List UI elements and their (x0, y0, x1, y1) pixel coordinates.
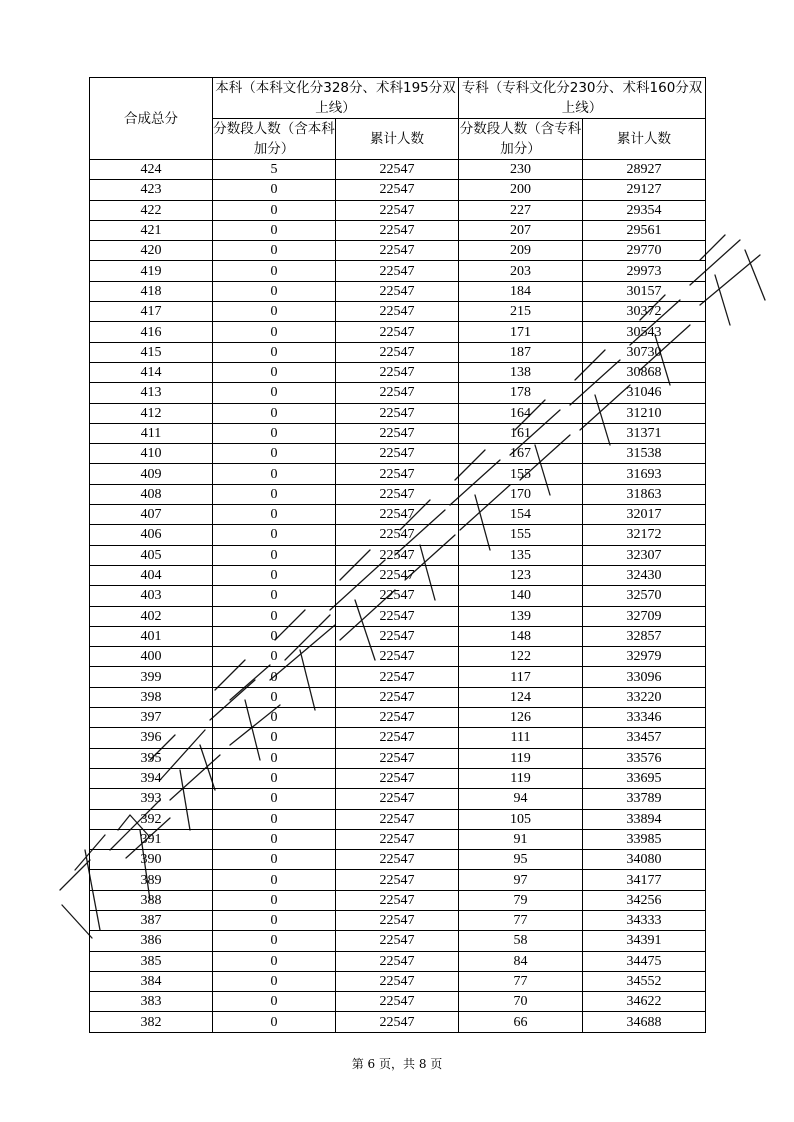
total-score-cell: 411 (90, 423, 213, 443)
undergrad-count-cell: 0 (213, 1012, 336, 1032)
undergrad-count-cell: 0 (213, 505, 336, 525)
total-score-cell: 385 (90, 951, 213, 971)
undergrad-count-cell: 0 (213, 241, 336, 261)
college-count-cell: 178 (459, 383, 583, 403)
table-row (90, 647, 706, 667)
undergrad-cumulative-cell: 22547 (336, 484, 459, 504)
undergrad-count-cell: 0 (213, 971, 336, 991)
college-cumulative-cell: 34688 (583, 1012, 706, 1032)
undergrad-count-cell: 0 (213, 890, 336, 910)
undergrad-cumulative-cell: 22547 (336, 322, 459, 342)
table-row (90, 809, 706, 829)
header-undergrad-cumulative: 累计人数 (336, 119, 459, 160)
total-score-cell: 403 (90, 586, 213, 606)
total-score-cell: 389 (90, 870, 213, 890)
college-count-cell: 117 (459, 667, 583, 687)
college-count-cell: 124 (459, 687, 583, 707)
table-row (90, 728, 706, 748)
total-score-cell: 412 (90, 403, 213, 423)
table-row (90, 322, 706, 342)
college-count-cell: 119 (459, 748, 583, 768)
undergrad-count-cell: 0 (213, 667, 336, 687)
college-count-cell: 155 (459, 525, 583, 545)
undergrad-cumulative-cell: 22547 (336, 383, 459, 403)
college-count-cell: 161 (459, 423, 583, 443)
college-count-cell: 200 (459, 180, 583, 200)
undergrad-cumulative-cell: 22547 (336, 302, 459, 322)
table-row (90, 789, 706, 809)
undergrad-cumulative-cell: 22547 (336, 403, 459, 423)
college-cumulative-cell: 31371 (583, 423, 706, 443)
table-row (90, 261, 706, 281)
college-cumulative-cell: 34177 (583, 870, 706, 890)
table-row (90, 545, 706, 565)
college-count-cell: 126 (459, 708, 583, 728)
table-row (90, 342, 706, 362)
undergrad-count-cell: 0 (213, 910, 336, 930)
undergrad-count-cell: 0 (213, 931, 336, 951)
table-row (90, 850, 706, 870)
undergrad-cumulative-cell: 22547 (336, 241, 459, 261)
college-cumulative-cell: 32570 (583, 586, 706, 606)
college-count-cell: 155 (459, 464, 583, 484)
undergrad-count-cell: 0 (213, 809, 336, 829)
table-row (90, 971, 706, 991)
college-cumulative-cell: 32979 (583, 647, 706, 667)
college-count-cell: 105 (459, 809, 583, 829)
undergrad-count-cell: 0 (213, 586, 336, 606)
college-cumulative-cell: 33220 (583, 687, 706, 707)
total-score-cell: 395 (90, 748, 213, 768)
undergrad-cumulative-cell: 22547 (336, 931, 459, 951)
table-row (90, 220, 706, 240)
college-count-cell: 215 (459, 302, 583, 322)
total-score-cell: 396 (90, 728, 213, 748)
undergrad-cumulative-cell: 22547 (336, 342, 459, 362)
college-count-cell: 66 (459, 1012, 583, 1032)
undergrad-count-cell: 5 (213, 160, 336, 180)
college-cumulative-cell: 29354 (583, 200, 706, 220)
table-row (90, 180, 706, 200)
table-row (90, 403, 706, 423)
college-cumulative-cell: 30543 (583, 322, 706, 342)
total-score-cell: 394 (90, 768, 213, 788)
undergrad-count-cell: 0 (213, 748, 336, 768)
undergrad-count-cell: 0 (213, 383, 336, 403)
total-score-cell: 417 (90, 302, 213, 322)
college-count-cell: 139 (459, 606, 583, 626)
undergrad-cumulative-cell: 22547 (336, 423, 459, 443)
undergrad-count-cell: 0 (213, 606, 336, 626)
undergrad-count-cell: 0 (213, 708, 336, 728)
total-score-cell: 397 (90, 708, 213, 728)
college-count-cell: 79 (459, 890, 583, 910)
college-count-cell: 84 (459, 951, 583, 971)
total-score-cell: 386 (90, 931, 213, 951)
table-row (90, 931, 706, 951)
table-row (90, 505, 706, 525)
table-row (90, 626, 706, 646)
table-row (90, 870, 706, 890)
table-row (90, 281, 706, 301)
total-score-cell: 406 (90, 525, 213, 545)
table-row (90, 160, 706, 180)
college-count-cell: 148 (459, 626, 583, 646)
college-cumulative-cell: 34391 (583, 931, 706, 951)
college-cumulative-cell: 33894 (583, 809, 706, 829)
table-row (90, 667, 706, 687)
college-cumulative-cell: 33096 (583, 667, 706, 687)
table-row (90, 890, 706, 910)
college-count-cell: 203 (459, 261, 583, 281)
college-cumulative-cell: 29770 (583, 241, 706, 261)
undergrad-cumulative-cell: 22547 (336, 606, 459, 626)
table-row (90, 423, 706, 443)
college-cumulative-cell: 28927 (583, 160, 706, 180)
college-cumulative-cell: 34333 (583, 910, 706, 930)
college-count-cell: 230 (459, 160, 583, 180)
header-college-cumulative: 累计人数 (583, 119, 706, 160)
college-cumulative-cell: 34080 (583, 850, 706, 870)
undergrad-cumulative-cell: 22547 (336, 870, 459, 890)
total-score-cell: 384 (90, 971, 213, 991)
college-cumulative-cell: 33985 (583, 829, 706, 849)
total-score-cell: 414 (90, 362, 213, 382)
header-total-score: 合成总分 (90, 78, 213, 160)
table-row (90, 200, 706, 220)
undergrad-count-cell: 0 (213, 281, 336, 301)
total-score-cell: 423 (90, 180, 213, 200)
undergrad-cumulative-cell: 22547 (336, 829, 459, 849)
total-score-cell: 387 (90, 910, 213, 930)
table-row (90, 362, 706, 382)
header-college-group: 专科（专科文化分230分、术科160分双上线） (459, 78, 706, 119)
table-row (90, 829, 706, 849)
total-score-cell: 415 (90, 342, 213, 362)
undergrad-cumulative-cell: 22547 (336, 647, 459, 667)
college-cumulative-cell: 31538 (583, 444, 706, 464)
college-count-cell: 77 (459, 910, 583, 930)
undergrad-count-cell: 0 (213, 342, 336, 362)
total-score-cell: 422 (90, 200, 213, 220)
table-row (90, 687, 706, 707)
undergrad-count-cell: 0 (213, 545, 336, 565)
college-count-cell: 70 (459, 992, 583, 1012)
college-cumulative-cell: 29973 (583, 261, 706, 281)
undergrad-count-cell: 0 (213, 362, 336, 382)
college-count-cell: 91 (459, 829, 583, 849)
total-score-cell: 421 (90, 220, 213, 240)
undergrad-cumulative-cell: 22547 (336, 281, 459, 301)
college-count-cell: 111 (459, 728, 583, 748)
undergrad-count-cell: 0 (213, 200, 336, 220)
table-row (90, 1012, 706, 1032)
undergrad-count-cell: 0 (213, 789, 336, 809)
undergrad-count-cell: 0 (213, 565, 336, 585)
undergrad-cumulative-cell: 22547 (336, 748, 459, 768)
undergrad-cumulative-cell: 22547 (336, 362, 459, 382)
undergrad-cumulative-cell: 22547 (336, 261, 459, 281)
college-count-cell: 154 (459, 505, 583, 525)
college-cumulative-cell: 33457 (583, 728, 706, 748)
undergrad-cumulative-cell: 22547 (336, 789, 459, 809)
college-count-cell: 58 (459, 931, 583, 951)
undergrad-count-cell: 0 (213, 464, 336, 484)
college-cumulative-cell: 31046 (583, 383, 706, 403)
undergrad-count-cell: 0 (213, 484, 336, 504)
undergrad-count-cell: 0 (213, 850, 336, 870)
college-count-cell: 209 (459, 241, 583, 261)
table-row (90, 565, 706, 585)
table-row (90, 302, 706, 322)
table-row (90, 708, 706, 728)
undergrad-count-cell: 0 (213, 992, 336, 1012)
total-score-cell: 392 (90, 809, 213, 829)
undergrad-cumulative-cell: 22547 (336, 1012, 459, 1032)
undergrad-cumulative-cell: 22547 (336, 850, 459, 870)
undergrad-count-cell: 0 (213, 302, 336, 322)
college-cumulative-cell: 31863 (583, 484, 706, 504)
college-cumulative-cell: 32172 (583, 525, 706, 545)
undergrad-count-cell: 0 (213, 220, 336, 240)
header-undergrad-group: 本科（本科文化分328分、术科195分双上线） (213, 78, 459, 119)
undergrad-cumulative-cell: 22547 (336, 545, 459, 565)
undergrad-cumulative-cell: 22547 (336, 160, 459, 180)
total-score-cell: 419 (90, 261, 213, 281)
total-score-cell: 391 (90, 829, 213, 849)
undergrad-count-cell: 0 (213, 403, 336, 423)
total-score-cell: 388 (90, 890, 213, 910)
college-count-cell: 77 (459, 971, 583, 991)
college-count-cell: 135 (459, 545, 583, 565)
college-cumulative-cell: 31210 (583, 403, 706, 423)
undergrad-count-cell: 0 (213, 322, 336, 342)
college-count-cell: 171 (459, 322, 583, 342)
college-count-cell: 167 (459, 444, 583, 464)
college-cumulative-cell: 30372 (583, 302, 706, 322)
total-score-cell: 401 (90, 626, 213, 646)
total-score-cell: 382 (90, 1012, 213, 1032)
total-score-cell: 393 (90, 789, 213, 809)
undergrad-cumulative-cell: 22547 (336, 809, 459, 829)
table-row (90, 484, 706, 504)
table-row (90, 383, 706, 403)
table-body (90, 160, 706, 1033)
total-score-cell: 398 (90, 687, 213, 707)
table-row (90, 748, 706, 768)
table-row (90, 525, 706, 545)
undergrad-count-cell: 0 (213, 647, 336, 667)
undergrad-count-cell: 0 (213, 687, 336, 707)
undergrad-cumulative-cell: 22547 (336, 525, 459, 545)
table-row (90, 910, 706, 930)
college-count-cell: 164 (459, 403, 583, 423)
college-count-cell: 122 (459, 647, 583, 667)
table-header (90, 78, 706, 160)
college-cumulative-cell: 30157 (583, 281, 706, 301)
header-college-count: 分数段人数（含专科加分） (459, 119, 583, 160)
undergrad-count-cell: 0 (213, 951, 336, 971)
undergrad-count-cell: 0 (213, 525, 336, 545)
undergrad-cumulative-cell: 22547 (336, 667, 459, 687)
page-footer: 第 6 页，共 8 页 (351, 1057, 443, 1071)
score-distribution-table (89, 77, 706, 1033)
college-cumulative-cell: 32017 (583, 505, 706, 525)
undergrad-cumulative-cell: 22547 (336, 992, 459, 1012)
table-row (90, 606, 706, 626)
college-count-cell: 184 (459, 281, 583, 301)
total-score-cell: 413 (90, 383, 213, 403)
college-count-cell: 170 (459, 484, 583, 504)
undergrad-count-cell: 0 (213, 261, 336, 281)
undergrad-count-cell: 0 (213, 870, 336, 890)
table-row (90, 444, 706, 464)
college-cumulative-cell: 33576 (583, 748, 706, 768)
header-undergrad-count: 分数段人数（含本科加分） (213, 119, 336, 160)
college-count-cell: 207 (459, 220, 583, 240)
total-score-cell: 416 (90, 322, 213, 342)
undergrad-cumulative-cell: 22547 (336, 220, 459, 240)
undergrad-cumulative-cell: 22547 (336, 971, 459, 991)
college-cumulative-cell: 34256 (583, 890, 706, 910)
undergrad-count-cell: 0 (213, 768, 336, 788)
college-cumulative-cell: 29561 (583, 220, 706, 240)
total-score-cell: 390 (90, 850, 213, 870)
college-cumulative-cell: 34475 (583, 951, 706, 971)
total-score-cell: 383 (90, 992, 213, 1012)
college-count-cell: 123 (459, 565, 583, 585)
total-score-cell: 399 (90, 667, 213, 687)
college-cumulative-cell: 32307 (583, 545, 706, 565)
college-count-cell: 94 (459, 789, 583, 809)
table-row (90, 586, 706, 606)
table-row (90, 951, 706, 971)
total-score-cell: 404 (90, 565, 213, 585)
undergrad-cumulative-cell: 22547 (336, 180, 459, 200)
undergrad-cumulative-cell: 22547 (336, 464, 459, 484)
college-cumulative-cell: 33346 (583, 708, 706, 728)
table-row (90, 992, 706, 1012)
undergrad-cumulative-cell: 22547 (336, 951, 459, 971)
undergrad-count-cell: 0 (213, 829, 336, 849)
college-cumulative-cell: 29127 (583, 180, 706, 200)
college-cumulative-cell: 33789 (583, 789, 706, 809)
undergrad-cumulative-cell: 22547 (336, 626, 459, 646)
college-cumulative-cell: 34552 (583, 971, 706, 991)
college-count-cell: 138 (459, 362, 583, 382)
undergrad-count-cell: 0 (213, 444, 336, 464)
college-count-cell: 187 (459, 342, 583, 362)
undergrad-count-cell: 0 (213, 423, 336, 443)
undergrad-cumulative-cell: 22547 (336, 505, 459, 525)
total-score-cell: 405 (90, 545, 213, 565)
undergrad-cumulative-cell: 22547 (336, 200, 459, 220)
total-score-cell: 400 (90, 647, 213, 667)
college-count-cell: 97 (459, 870, 583, 890)
college-cumulative-cell: 31693 (583, 464, 706, 484)
college-cumulative-cell: 30868 (583, 362, 706, 382)
college-count-cell: 95 (459, 850, 583, 870)
undergrad-cumulative-cell: 22547 (336, 728, 459, 748)
total-score-cell: 420 (90, 241, 213, 261)
college-cumulative-cell: 32857 (583, 626, 706, 646)
college-count-cell: 227 (459, 200, 583, 220)
total-score-cell: 408 (90, 484, 213, 504)
undergrad-cumulative-cell: 22547 (336, 444, 459, 464)
college-cumulative-cell: 32709 (583, 606, 706, 626)
undergrad-count-cell: 0 (213, 180, 336, 200)
undergrad-cumulative-cell: 22547 (336, 565, 459, 585)
college-cumulative-cell: 33695 (583, 768, 706, 788)
college-cumulative-cell: 30730 (583, 342, 706, 362)
college-cumulative-cell: 32430 (583, 565, 706, 585)
undergrad-cumulative-cell: 22547 (336, 708, 459, 728)
total-score-cell: 409 (90, 464, 213, 484)
undergrad-cumulative-cell: 22547 (336, 586, 459, 606)
table-row (90, 241, 706, 261)
total-score-cell: 410 (90, 444, 213, 464)
undergrad-cumulative-cell: 22547 (336, 768, 459, 788)
college-count-cell: 140 (459, 586, 583, 606)
undergrad-count-cell: 0 (213, 728, 336, 748)
total-score-cell: 402 (90, 606, 213, 626)
undergrad-cumulative-cell: 22547 (336, 687, 459, 707)
table-row (90, 768, 706, 788)
college-cumulative-cell: 34622 (583, 992, 706, 1012)
total-score-cell: 424 (90, 160, 213, 180)
table-row (90, 464, 706, 484)
total-score-cell: 407 (90, 505, 213, 525)
college-count-cell: 119 (459, 768, 583, 788)
undergrad-cumulative-cell: 22547 (336, 910, 459, 930)
undergrad-cumulative-cell: 22547 (336, 890, 459, 910)
undergrad-count-cell: 0 (213, 626, 336, 646)
total-score-cell: 418 (90, 281, 213, 301)
